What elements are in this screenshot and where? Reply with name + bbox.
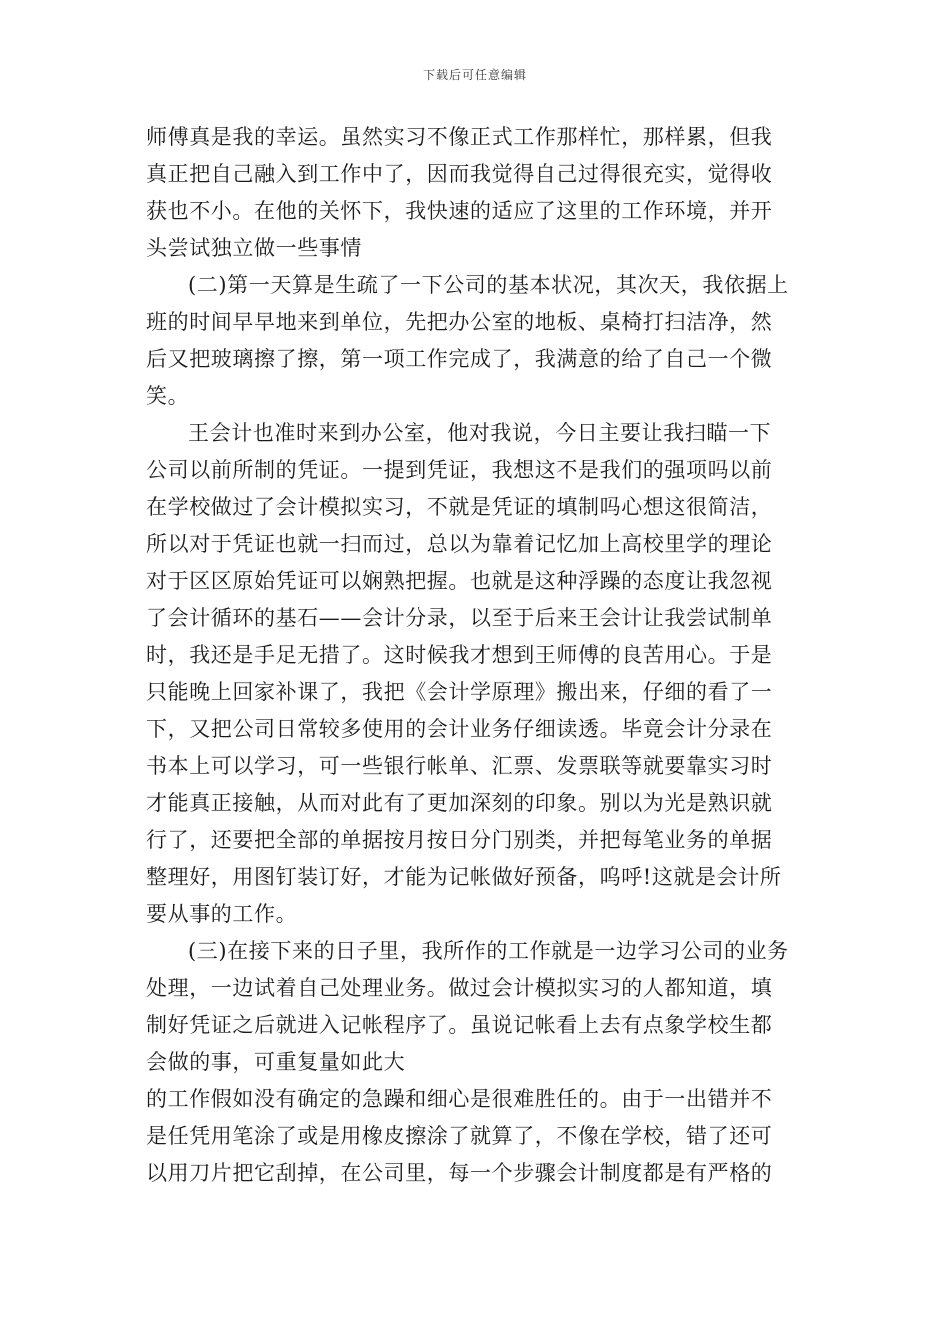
text-line: 下，又把公司日常较多使用的会计业务仔细读透。毕竟会计分录在 <box>146 717 773 741</box>
text-line: 笑。 <box>146 384 190 408</box>
text-line: 在学校做过了会计模拟实习，不就是凭证的填制吗心想这很简洁， <box>146 495 773 519</box>
page-header: 下载后可任意编辑 <box>422 68 527 82</box>
text-line: 会做的事，可重复量如此大 <box>146 1050 406 1074</box>
text-line: 书本上可以学习，可一些银行帐单、汇票、发票联等就要靠实习时 <box>146 754 773 778</box>
text-line: 处理，一边试着自己处理业务。做过会计模拟实习的人都知道，填 <box>146 976 773 1000</box>
text-line: 了会计循环的基石——会计分录，以至于后来王会计让我尝试制单 <box>146 606 773 630</box>
text-line: 的工作假如没有确定的急躁和细心是很难胜任的。由于一出错并不 <box>146 1087 773 1111</box>
text-line: 行了，还要把全部的单据按月按日分门别类，并把每笔业务的单据 <box>146 828 773 852</box>
text-line: 只能晚上回家补课了，我把《会计学原理》搬出来，仔细的看了一 <box>146 680 773 704</box>
text-line: 师傅真是我的幸运。虽然实习不像正式工作那样忙，那样累，但我 <box>146 125 773 149</box>
text-line: 是任凭用笔涂了或是用橡皮擦涂了就算了，不像在学校，错了还可 <box>146 1124 773 1148</box>
text-line: 才能真正接触，从而对此有了更加深刻的印象。别以为光是熟识就 <box>146 791 773 815</box>
text-line: 后又把玻璃擦了擦，第一项工作完成了，我满意的给了自己一个微 <box>146 347 773 371</box>
paragraph-start-line: (二)第一天算是生疏了一下公司的基本状况，其次天，我依据上 <box>188 273 789 297</box>
text-line: 要从事的工作。 <box>146 902 298 926</box>
text-line: 真正把自己融入到工作中了，因而我觉得自己过得很充实，觉得收 <box>146 162 773 186</box>
text-line: 整理好，用图钉装订好，才能为记帐做好预备，呜呼!这就是会计所 <box>146 865 782 889</box>
text-line: 以用刀片把它刮掉，在公司里，每一个步骤会计制度都是有严格的 <box>146 1161 773 1185</box>
text-line: 获也不小。在他的关怀下，我快速的适应了这里的工作环境，并开 <box>146 199 773 223</box>
text-line: 班的时间早早地来到单位，先把办公室的地板、桌椅打扫洁净，然 <box>146 310 773 334</box>
document-body <box>146 119 816 1192</box>
text-line: 对于区区原始凭证可以娴熟把握。也就是这种浮躁的态度让我忽视 <box>146 569 773 593</box>
text-line: 时，我还是手足无措了。这时候我才想到王师傅的良苦用心。于是 <box>146 643 773 667</box>
paragraph-start-line: 王会计也准时来到办公室，他对我说，今日主要让我扫瞄一下 <box>188 421 772 445</box>
text-line: 公司以前所制的凭证。一提到凭证，我想这不是我们的强项吗以前 <box>146 458 773 482</box>
text-line: 头尝试独立做一些事情 <box>146 236 362 260</box>
text-line: 制好凭证之后就进入记帐程序了。虽说记帐看上去有点象学校生都 <box>146 1013 773 1037</box>
paragraph-start-line: (三)在接下来的日子里，我所作的工作就是一边学习公司的业务 <box>188 939 789 963</box>
text-line: 所以对于凭证也就一扫而过，总以为靠着记忆加上高校里学的理论 <box>146 532 773 556</box>
